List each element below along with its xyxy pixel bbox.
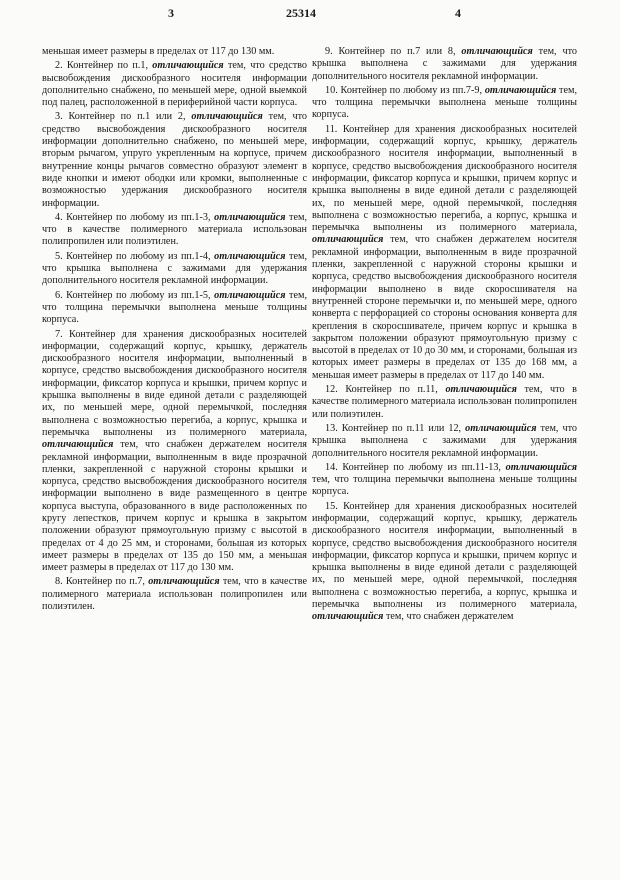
claim-text: тем, что крышка выполнена с зажимами для удержания дополнительного носителя рекламной информации.: [312, 46, 577, 82]
claim-text: тем, что толщина перемычки выполнена меньше толщины корпуса.: [312, 474, 577, 498]
claim-text: 12. Контейнер по п.11,: [325, 384, 446, 396]
claim-paragraph: [312, 46, 577, 83]
claim-text: 11. Контейнер для хранения дискообразных носителей информации, содержащий корпус, крышку, держатель дискообразного носителя информации, выполненный в корпусе, средство высвобождения дискообразного носителя информации, фиксатор корпуса и крышки, причем корпус и крышка выполнены в виде единой детали с разделяющей их, по меньшей мере, одной перемычкой, последняя выполнена с возможностью перегиба, а корпус, крышка и перемычка выполнены из полимерного материала,: [312, 123, 577, 234]
claim-keyword: отличающийся: [148, 576, 220, 588]
claim-paragraph: [312, 384, 577, 421]
claim-text: 7. Контейнер для хранения дискообразных носителей информации, содержащий корпус, крышку, держатель дискообразного носителя информации, выполненный в корпусе, средство высвобождения дискообразного носителя информации, фиксатор корпуса и крышки, причем корпус и крышка выполнены в виде единой детали с разделяющей их, по меньшей мере, одной перемычкой, последняя выполнена с возможностью перегиба, а корпус, крышка и перемычка выполнены из полимерного материала,: [42, 328, 307, 438]
claim-paragraph: [312, 501, 577, 624]
claim-text: тем, что в качестве полимерного материала использован полипропилен или полиэтилен.: [42, 576, 307, 613]
claim-paragraph: [312, 462, 577, 499]
right-column: [312, 46, 577, 626]
claim-text: 8. Контейнер по п.7,: [55, 576, 149, 588]
claim-keyword: отличающийся: [445, 384, 517, 396]
claim-text: тем, что толщина перемычки выполнена меньше толщины корпуса.: [42, 289, 308, 326]
claim-keyword: отличающийся: [465, 422, 537, 434]
claim-text: 15. Контейнер для хранения дискообразных носителей информации, содержащий корпус, крышку, держатель дискообразного носителя информации, выполненный в корпусе, средство высвобождения дискообразного носителя информации, фиксатор корпуса и крышки, причем корпус и крышка выполнены в виде единой детали с разделяющей их, по меньшей мере, одной перемычкой, последняя выполнена с возможностью перегиба, а корпус, крышка и перемычка выполнены из полимерного материала,: [312, 500, 577, 611]
claim-keyword: отличающийся: [505, 461, 577, 473]
claim-text: 2. Контейнер по п.1,: [55, 60, 153, 72]
claim-paragraph: [312, 124, 577, 382]
claim-keyword: отличающийся: [214, 250, 286, 262]
claim-keyword: отличающийся: [42, 439, 114, 451]
claim-text: тем, что крышка выполнена с зажимами для удержания дополнительного носителя рекламной информации.: [312, 422, 577, 459]
page-header: [0, 6, 620, 24]
claim-text: тем, что в качестве полимерного материала использован полипропилен или полиэтилен.: [42, 211, 308, 248]
claim-text: 3. Контейнер по п.1 или 2,: [55, 111, 192, 123]
patent-number: 25314: [286, 6, 316, 20]
claim-text: тем, что средство высвобождения дискообразного носителя информации дополнительно снабжено, по меньшей мере, вторым рычагом, упруго укрепленным на корпусе, причем внутренние концы рычагов совместно образуют элемент в виде кнопки и имеют ободки или кромки, выполненные с возможностью удержания дискообразного носителя информации.: [42, 111, 307, 209]
claim-paragraph: [42, 111, 307, 209]
page-number-left: 3: [168, 6, 174, 20]
claim-paragraph: [312, 423, 577, 460]
claim-paragraph: [42, 60, 307, 109]
claim-keyword: отличающийся: [484, 84, 557, 96]
claim-text: тем, что толщина перемычки выполнена меньше толщины корпуса.: [312, 84, 577, 121]
claim-text: меньшая имеет размеры в пределах от 117 до 130 мм.: [42, 46, 275, 57]
claim-text: 13. Контейнер по п.11 или 12,: [325, 422, 466, 434]
claim-paragraph: [42, 46, 307, 58]
claim-text: 4. Контейнер по любому из пп.1-3,: [55, 211, 215, 223]
claim-text: тем, что в качестве полимерного материала использован полипропилен или полиэтилен.: [312, 384, 577, 420]
claim-keyword: отличающийся: [312, 234, 384, 246]
claim-paragraph: [42, 212, 307, 249]
claim-text: тем, что снабжен держателем носителя рекламной информации, выполненным в виде прозрачной пленки, закрепленной с наружной стороны крышки и корпуса, средство высвобождения дискообразного носителя информации выполнено в виде размещенного в центре корпуса выступа, образованного в виде расположенных по кругу лепестков, причем корпус и крышка в закрытом положении образуют прямоугольную призму с высотой в пределах от 4 до 25 мм, и сторонами, большая из которых имеет размеры в пределах от 135 до 150 мм, а меньшая имеет размеры в пределах от 117 до 130 мм.: [42, 439, 307, 574]
page-number-right: 4: [455, 6, 461, 20]
left-column: [42, 46, 307, 615]
claim-text: тем, что средство высвобождения дискообразного носителя информации дополнительно снабжено, по меньшей мере, одной выемкой под палец, расположенной в периферийной части корпуса.: [42, 60, 308, 109]
claim-text: 10. Контейнер по любому из пп.7-9,: [325, 84, 485, 96]
claim-text: тем, что крышка выполнена с зажимами для удержания дополнительного носителя рекламной информации.: [42, 250, 308, 287]
claim-text: тем, что снабжен держателем носителя рекламной информации, выполненным в виде прозрачной пленки, закрепленной с наружной стороны крышки и корпуса, средство высвобождения дискообразного носителя информации выполнено в виде скоросшивателя на внутренней стороне перемычки и, по меньшей мере, одного конверта с перфорацией со стороны основания конверта для крепления в скоросшивателе, причем корпус и крышка в закрытом положении образуют прямоугольную призму с высотой в пределах от 10 до 30 мм, и сторонами, большая из которых имеет размеры в пределах от 135 до 168 мм, а меньшая имеет размеры в пределах от 117 до 140 мм.: [312, 234, 577, 381]
claim-paragraph: [42, 251, 307, 288]
claim-keyword: отличающийся: [191, 111, 263, 123]
claim-keyword: отличающийся: [214, 289, 286, 301]
claim-keyword: отличающийся: [461, 46, 533, 57]
claim-keyword: отличающийся: [312, 611, 384, 623]
claim-keyword: отличающийся: [152, 60, 224, 72]
claim-keyword: отличающийся: [214, 211, 286, 223]
claim-paragraph: [42, 329, 307, 575]
claim-text: тем, что снабжен держателем: [383, 611, 514, 623]
claim-paragraph: [312, 85, 577, 122]
claim-text: 9. Контейнер по п.7 или 8,: [325, 46, 462, 57]
claim-text: 6. Контейнер по любому из пп.1-5,: [55, 289, 215, 301]
claim-text: 14. Контейнер по любому из пп.11-13,: [325, 461, 506, 473]
claim-text: 5. Контейнер по любому из пп.1-4,: [55, 250, 215, 262]
claim-paragraph: [42, 576, 307, 613]
claim-paragraph: [42, 290, 307, 327]
